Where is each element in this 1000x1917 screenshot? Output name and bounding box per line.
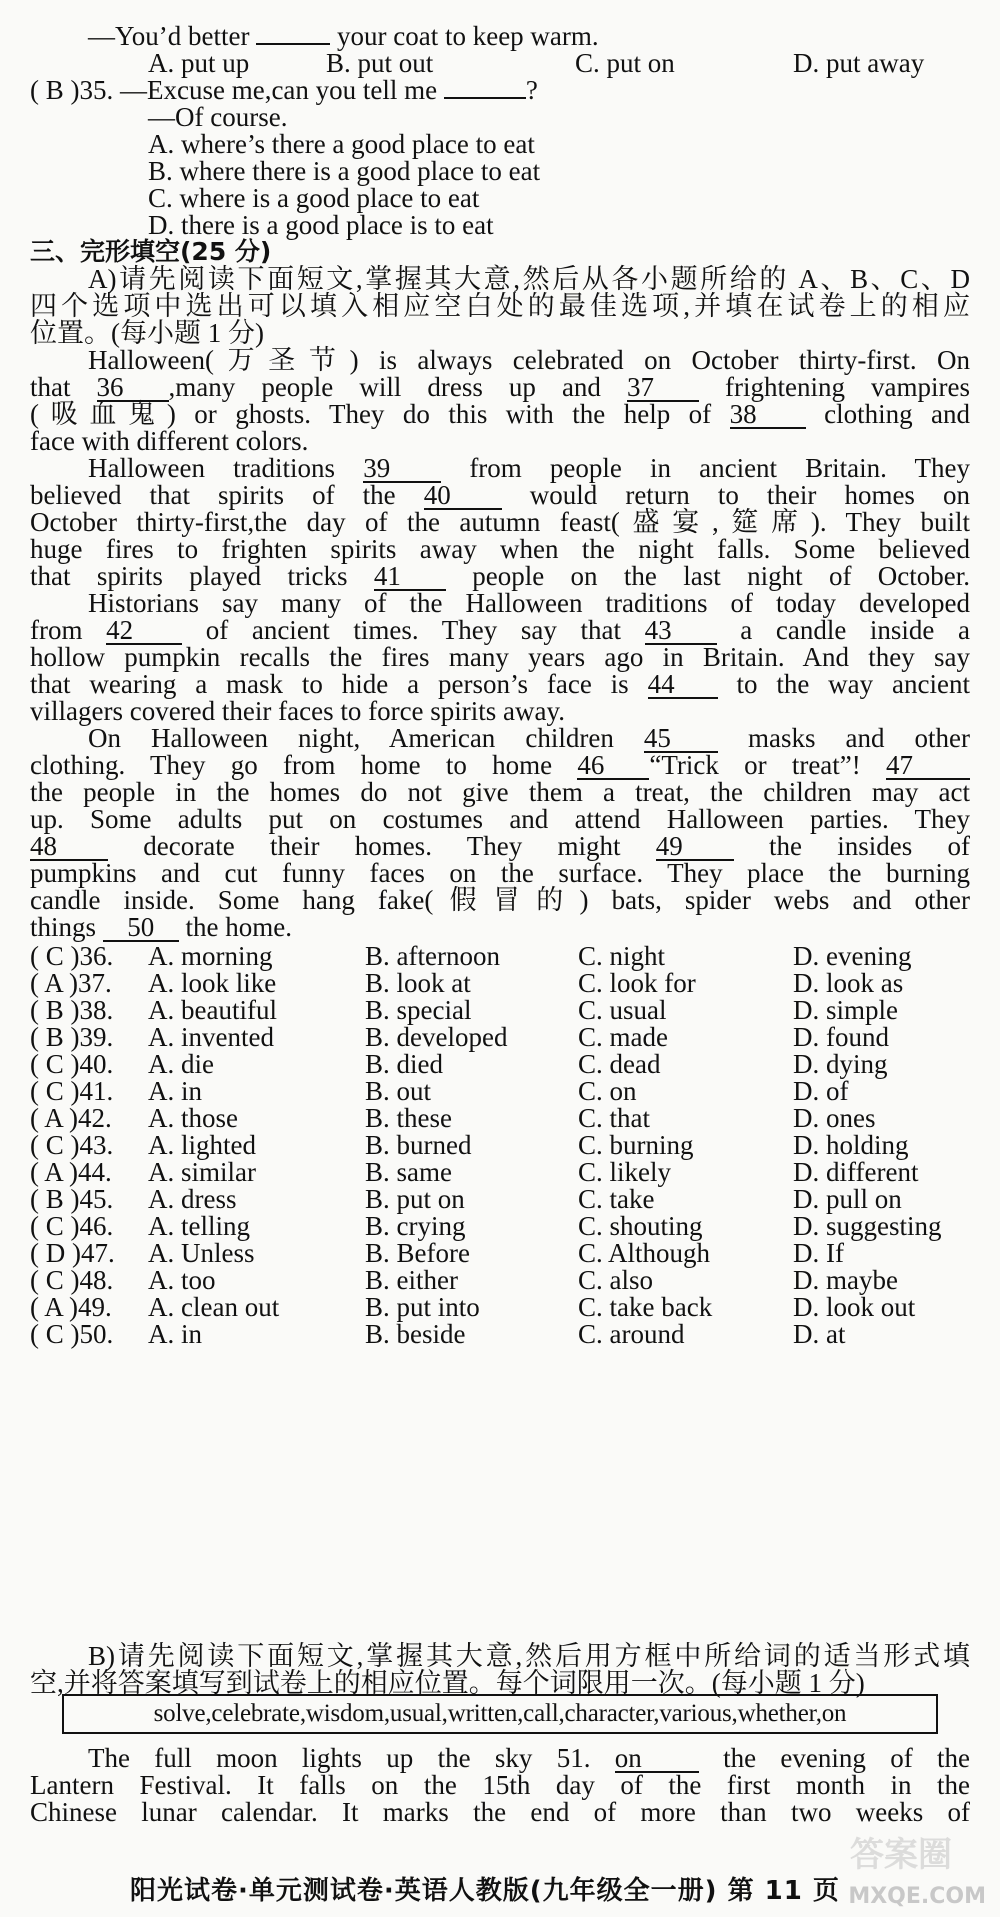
choice-option-c: C. also: [578, 1265, 654, 1295]
choice-option-a: A. dress: [148, 1184, 237, 1214]
choice-option-a: A. in: [148, 1319, 202, 1349]
instruction-b-2: 空,并将答案填写到试卷上的相应位置。每个词限用一次。(每小题 1 分): [30, 1668, 865, 1698]
q35-option-d: D. there is a good place is to eat: [148, 210, 494, 240]
choice-option-a: A. similar: [148, 1157, 256, 1187]
choice-option-a: A. in: [148, 1076, 202, 1106]
blank-45[interactable]: 45: [644, 725, 718, 753]
blank-39[interactable]: 39: [363, 455, 441, 483]
choice-option-d: D. holding: [793, 1130, 909, 1160]
choice-option-c: C. on: [578, 1076, 637, 1106]
choice-answer: ( C )46.: [30, 1211, 114, 1241]
choice-option-c: C. shouting: [578, 1211, 703, 1241]
choice-option-b: B. put into: [365, 1292, 480, 1322]
passage-line: believed that spirits of the 40 would return to their homes on: [30, 480, 970, 510]
section-title: 三、完形填空(25 分): [30, 237, 272, 266]
choice-option-d: D. of: [793, 1076, 849, 1106]
choice-option-b: B. same: [365, 1157, 452, 1187]
choice-option-a: A. telling: [148, 1211, 250, 1241]
choice-option-a: A. lighted: [148, 1130, 256, 1160]
q35-stem: ( B )35. —Excuse me,can you tell me ?: [30, 75, 538, 105]
choice-option-b: B. special: [365, 995, 472, 1025]
choice-answer: ( C )50.: [30, 1319, 114, 1349]
choice-option-c: C. look for: [578, 968, 696, 998]
passage-line: clothing. They go from home to home 46 “Trick or treat”! 47: [30, 749, 970, 781]
passage-line: face with different colors.: [30, 426, 309, 456]
q34-blank[interactable]: [256, 43, 330, 45]
q34-option-b: B. put out: [326, 48, 434, 78]
page-footer: 阳光试卷·单元测试卷·英语人教版(九年级全一册) 第 11 页: [130, 1876, 840, 1906]
passage-line: Historians say many of the Halloween traditions of today developed: [88, 588, 970, 618]
word-box: solve,celebrate,wisdom,usual,written,call,character,various,whether,on: [62, 1694, 938, 1734]
blank-41[interactable]: 41: [374, 563, 446, 591]
q34-option-a: A. put up: [148, 48, 250, 78]
choice-answer: ( C )43.: [30, 1130, 114, 1160]
blank-38[interactable]: 38: [730, 401, 806, 429]
passage-line: candle inside. Some hang fake(假冒的) bats, spider webs and other: [30, 885, 970, 915]
choice-answer: ( D )47.: [30, 1238, 115, 1268]
choice-option-c: C. take: [578, 1184, 655, 1214]
choice-option-d: D. suggesting: [793, 1211, 942, 1241]
passage-line: the people in the homes do not give them a treat, the children may act: [30, 777, 970, 807]
choice-option-a: A. too: [148, 1265, 216, 1295]
blank-42[interactable]: 42: [106, 617, 182, 645]
choice-option-d: D. dying: [793, 1049, 888, 1079]
choice-option-d: D. ones: [793, 1103, 876, 1133]
choice-option-d: D. found: [793, 1022, 889, 1052]
choice-answer: ( B )38.: [30, 995, 114, 1025]
choice-option-a: A. beautiful: [148, 995, 277, 1025]
blank-36[interactable]: 36: [97, 374, 169, 402]
blank-51[interactable]: on: [615, 1745, 699, 1773]
choice-option-d: D. pull on: [793, 1184, 902, 1214]
choice-option-b: B. crying: [365, 1211, 466, 1241]
choice-answer: ( A )42.: [30, 1103, 112, 1133]
passage-line: 48 decorate their homes. They might 49 the insides of: [30, 831, 971, 861]
passage-line: that 36 ,many people will dress up and 37 frightening vampires: [30, 372, 971, 402]
choice-answer: ( B )45.: [30, 1184, 114, 1214]
passage-b-line: The full moon lights up the sky 51. on the evening of the: [88, 1743, 971, 1773]
choice-option-d: D. different: [793, 1157, 919, 1187]
choice-option-a: A. die: [148, 1049, 214, 1079]
blank-43[interactable]: 43: [645, 617, 717, 645]
choice-option-b: B. either: [365, 1265, 458, 1295]
instruction-a-3: 位置。(每小题 1 分): [30, 318, 264, 348]
choice-option-b: B. put on: [365, 1184, 465, 1214]
blank-46[interactable]: 46: [577, 752, 649, 780]
choice-answer: ( A )49.: [30, 1292, 112, 1322]
choice-option-a: A. invented: [148, 1022, 274, 1052]
choice-option-b: B. these: [365, 1103, 452, 1133]
watermark-logo-icon: 答案圈: [850, 1835, 952, 1875]
choice-option-a: A. those: [148, 1103, 238, 1133]
q35-blank[interactable]: [444, 97, 526, 99]
q34-option-d: D. put away: [793, 48, 925, 78]
blank-49[interactable]: 49: [656, 833, 734, 861]
q35-answer: ( B )35.: [30, 75, 114, 105]
choice-answer: ( C )40.: [30, 1049, 114, 1079]
watermark: MXQE.COM: [848, 1884, 986, 1909]
choice-option-a: A. Unless: [148, 1238, 255, 1268]
choice-answer: ( C )48.: [30, 1265, 114, 1295]
choice-option-c: C. likely: [578, 1157, 671, 1187]
choice-option-b: B. look at: [365, 968, 471, 998]
blank-48[interactable]: 48: [30, 833, 108, 861]
choice-option-b: B. developed: [365, 1022, 508, 1052]
choice-answer: ( C )41.: [30, 1076, 114, 1106]
blank-50[interactable]: 50: [103, 914, 179, 942]
passage-line: Halloween(万圣节) is always celebrated on October thirty-first. On: [88, 345, 970, 375]
passage-line: that wearing a mask to hide a person’s face is 44 to the way ancient: [30, 669, 970, 699]
choice-option-c: C. dead: [578, 1049, 661, 1079]
passage-line: that spirits played tricks 41 people on the last night of October.: [30, 561, 971, 591]
q35-option-c: C. where is a good place to eat: [148, 183, 480, 213]
passage-line: villagers covered their faces to force spirits away.: [30, 696, 566, 726]
instruction-a-1: A)请先阅读下面短文,掌握其大意,然后从各小题所给的 A、B、C、D: [88, 264, 970, 294]
q34-option-c: C. put on: [575, 48, 675, 78]
passage-line: things 50 the home.: [30, 912, 292, 942]
choice-option-c: C. burning: [578, 1130, 694, 1160]
choice-option-c: C. take back: [578, 1292, 713, 1322]
choice-option-a: A. clean out: [148, 1292, 280, 1322]
choice-option-c: C. made: [578, 1022, 668, 1052]
instruction-a-2: 四个选项中选出可以填入相应空白处的最佳选项,并填在试卷上的相应: [30, 291, 970, 321]
passage-line: from 42 of ancient times. They say that 43 a candle inside a: [30, 615, 971, 645]
passage-line: up. Some adults put on costumes and attend Halloween parties. They: [30, 804, 970, 834]
choice-option-b: B. died: [365, 1049, 443, 1079]
passage-line: (吸血鬼) or ghosts. They do this with the help of 38 clothing and: [30, 399, 971, 429]
blank-37[interactable]: 37: [627, 374, 699, 402]
blank-47[interactable]: 47: [886, 752, 970, 780]
choice-option-a: A. look like: [148, 968, 277, 998]
choice-option-b: B. burned: [365, 1130, 472, 1160]
choice-option-b: B. afternoon: [365, 941, 500, 971]
choice-option-d: D. look as: [793, 968, 904, 998]
choice-answer: ( C )36.: [30, 941, 114, 971]
q35-option-a: A. where’s there a good place to eat: [148, 129, 535, 159]
passage-line: huge fires to frighten spirits away when the night falls. Some believed: [30, 534, 970, 564]
choice-option-b: B. out: [365, 1076, 432, 1106]
choice-option-a: A. morning: [148, 941, 273, 971]
passage-line: On Halloween night, American children 45 masks and other: [88, 723, 971, 753]
choice-option-c: C. night: [578, 941, 666, 971]
choice-answer: ( A )37.: [30, 968, 112, 998]
q34-stem: —You’d better your coat to keep warm.: [88, 21, 599, 51]
choice-answer: ( A )44.: [30, 1157, 112, 1187]
passage-b-line: Lantern Festival. It falls on the 15th day of the first month in the: [30, 1770, 970, 1800]
blank-40[interactable]: 40: [424, 482, 502, 510]
choice-option-d: D. simple: [793, 995, 898, 1025]
blank-44[interactable]: 44: [648, 671, 718, 699]
choice-option-d: D. maybe: [793, 1265, 898, 1295]
instruction-b-1: B)请先阅读下面短文,掌握其大意,然后用方框中所给词的适当形式填: [88, 1641, 970, 1671]
passage-line: hollow pumpkin recalls the fires many years ago in Britain. And they say: [30, 642, 970, 672]
q35-option-b: B. where there is a good place to eat: [148, 156, 541, 186]
passage-line: October thirty-first,the day of the autumn feast(盛宴,筵席). They built: [30, 507, 970, 537]
passage-b-line: Chinese lunar calendar. It marks the end of more than two weeks of: [30, 1797, 970, 1827]
choice-option-c: C. Although: [578, 1238, 711, 1268]
choice-option-d: D. If: [793, 1238, 844, 1268]
choice-option-c: C. usual: [578, 995, 667, 1025]
passage-line: pumpkins and cut funny faces on the surface. They place the burning: [30, 858, 970, 888]
choice-option-c: C. around: [578, 1319, 685, 1349]
q35-reply: —Of course.: [148, 102, 288, 132]
choice-answer: ( B )39.: [30, 1022, 114, 1052]
choice-option-b: B. Before: [365, 1238, 470, 1268]
choice-option-c: C. that: [578, 1103, 650, 1133]
choice-option-d: D. at: [793, 1319, 846, 1349]
choice-option-d: D. evening: [793, 941, 912, 971]
choice-option-d: D. look out: [793, 1292, 916, 1322]
passage-line: Halloween traditions 39 from people in ancient Britain. They: [88, 453, 971, 483]
choice-option-b: B. beside: [365, 1319, 466, 1349]
